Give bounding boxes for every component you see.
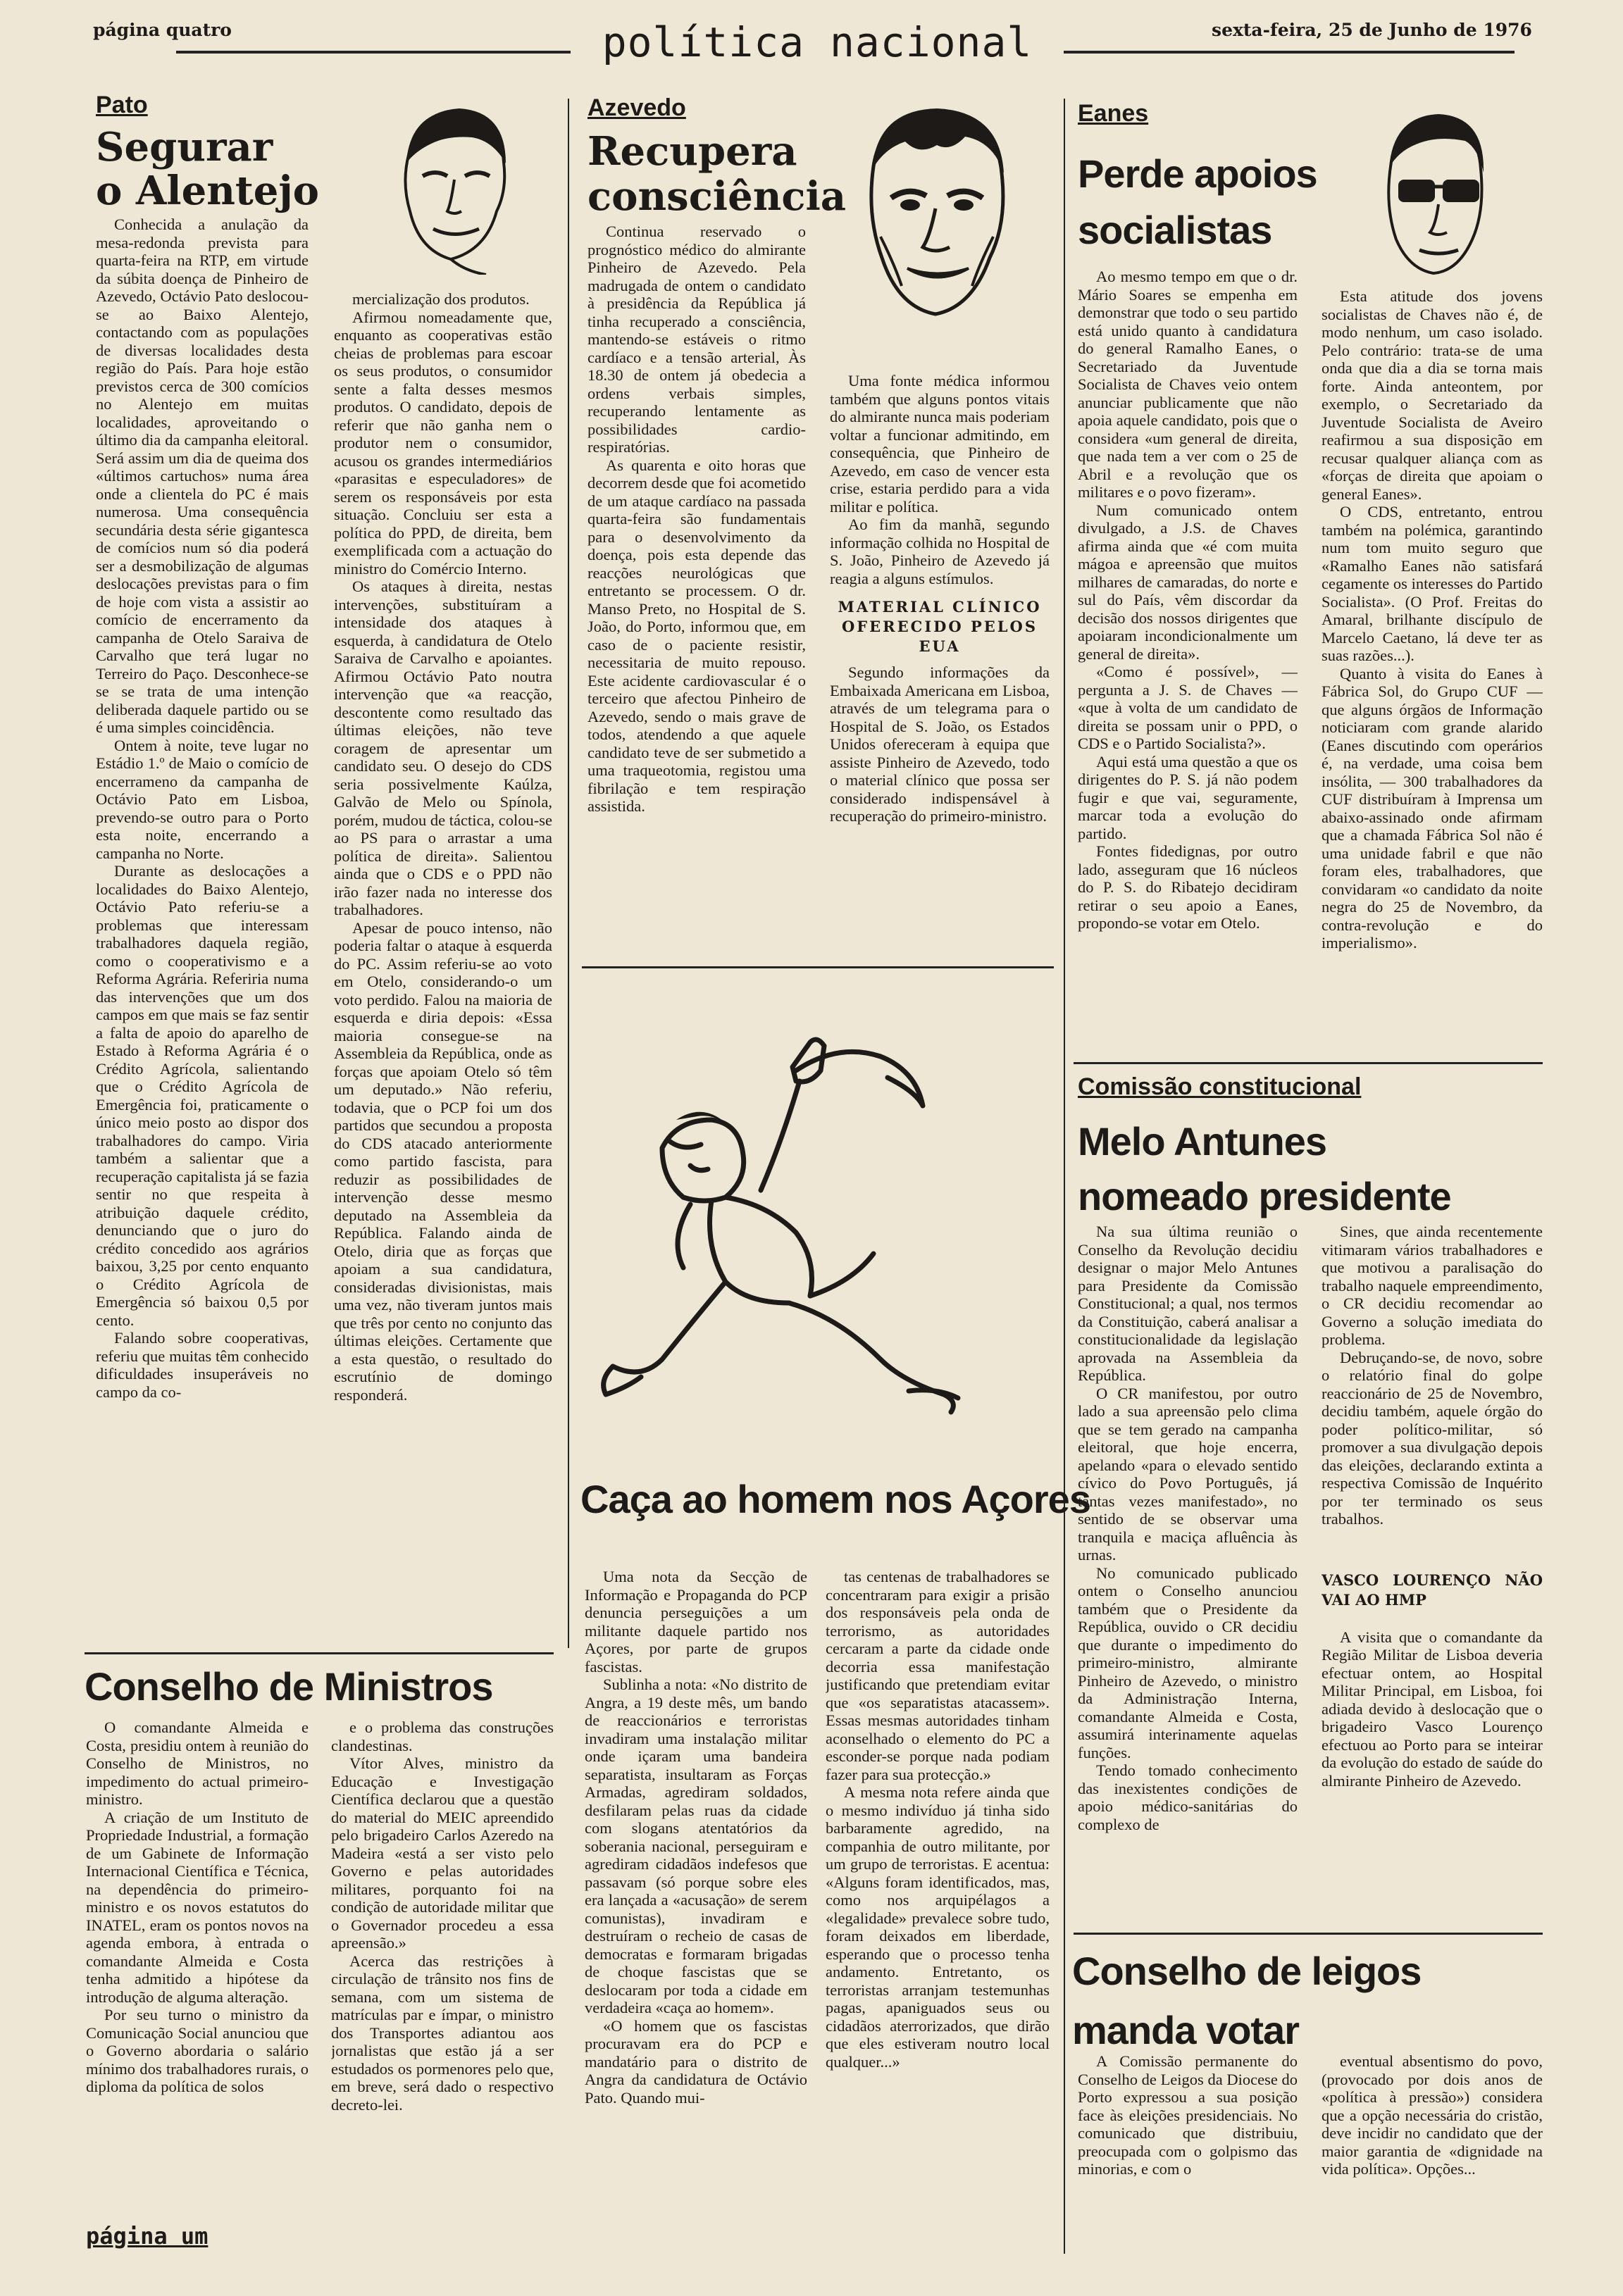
column-rule-1 <box>568 99 569 1648</box>
ministros-c1-p1: O comandante Almeida e Costa, presidiu ontem à reunião do Conselho de Ministros, no impedimento do actual primeiro-ministro. <box>86 1718 309 1808</box>
eanes-kicker: Eanes <box>1078 100 1149 127</box>
comissao-c2-p3: A visita que o comandante da Região Militar de Lisboa deveria efectuar ontem, ao Hospital Militar Principal, em Lisboa, foi adiada devido à deslocação que o brigadeiro Vasco Lourenço efectuou ao Porto para se inteirar da evolução do estado de saúde do almirante Pinheiro de Azevedo. <box>1322 1628 1543 1790</box>
running-man-cartoon-icon <box>585 1028 979 1437</box>
comissao-subhead: VASCO LOURENÇO NÃO VAI AO HMP <box>1322 1571 1543 1609</box>
azevedo-c1-p1: Continua reservado o prognóstico médico do almirante Pinheiro de Azevedo. Pela madrugada de ontem o candidato à presidência da República já tinha recuperado a consciência, mantendo-se estáveis o ritmo cardíaco e a tensão arterial, Às 18.30 de ontem já obedecia a ordens verbais simples, recuperando lentamente as possibilidades cardio-respiratórias. <box>587 223 806 456</box>
leigos-column-2 <box>1322 2052 1543 2235</box>
pato-column-2 <box>334 290 552 1641</box>
acores-headline: Caça ao homem nos Açores <box>580 1477 1090 1521</box>
pato-headline-1: Segurar <box>96 124 273 170</box>
comissao-headline-1: Melo Antunes <box>1078 1119 1327 1163</box>
azevedo-headline-2: consciência <box>587 173 847 220</box>
header-rule-left <box>176 51 571 54</box>
ministros-headline: Conselho de Ministros <box>85 1664 493 1709</box>
eanes-headline-2: socialistas <box>1078 208 1272 252</box>
pato-c1-p2: Ontem à noite, teve lugar no Estádio 1.º de Maio o comício de encerrameno da campanha de Octávio Pato em Lisboa, prevendo-se outro para o Porto esta noite, encerrando a campanha no Norte. <box>96 736 309 862</box>
leigos-headline-2: manda votar <box>1072 2008 1299 2052</box>
acores-column-1 <box>585 1568 807 2230</box>
ministros-top-rule <box>85 1652 554 1654</box>
footer-page-label: página um <box>86 2223 209 2250</box>
azevedo-column-1 <box>587 223 806 958</box>
comissao-column-2 <box>1322 1223 1543 1927</box>
pato-c1-p4: Falando sobre cooperativas, referiu que muitas têm conhecido dificuldades insuperáveis no campo da co- <box>96 1329 309 1401</box>
comissao-c1-p4: Tendo tomado conhecimento das inexistentes condições de apoio médico-sanitárias do complexo de <box>1078 1761 1298 1833</box>
portrait-eanes-icon <box>1360 106 1500 282</box>
comissao-c1-p1: Na sua última reunião o Conselho da Revolução decidiu designar o major Melo Antunes para Presidente da Comissão Constitucional; a qual, nos termos da Constituição, caberá analisar a constitucionalidade da legislação aprovada na Assembleia da República. <box>1078 1223 1298 1384</box>
ministros-c2-p2: Vítor Alves, ministro da Educação e Investigação Científica declarou que a questão do material do MEIC apreendido pelo brigadeiro Carlos Azeredo na Madeira «está a ser visto pelo Governo e pelas autoridades militares, porquanto foi na condição de autoridade militar que o Governador procedeu a essa apreensão.» <box>331 1754 554 1952</box>
eanes-c1-p4: Aqui está uma questão a que os dirigentes do P. S. já não podem fugir e que vai, seguramente, marcar toda a evolução do partido. <box>1078 752 1298 842</box>
pato-column-1 <box>96 216 309 1641</box>
comissao-column-1 <box>1078 1223 1298 1927</box>
eanes-c2-p3: Quanto à visita do Eanes à Fábrica Sol, do Grupo CUF — que alguns órgãos de Informação noticiaram com grande alarido (Eanes discutindo com operários é, na verdade, uma coisa bem insólita, — 300 trabalhadores da CUF distribuíram à Imprensa um abaixo-assinado onde afirmam que a chamada Fábrica Sol não é uma unidade fabril e que não foram eles, trabalhadores, que convidaram «o candidato da noite negra do 25 de Novembro, da contra-revolução e do imperialismo». <box>1322 664 1543 952</box>
leigos-headline-1: Conselho de leigos <box>1072 1949 1422 1993</box>
eanes-c1-p1: Ao mesmo tempo em que o dr. Mário Soares se empenha em demonstrar que todo o seu partido está unido quanto à candidatura do general Ramalho Eanes, o Secretariado da Juventude Socialista de Chaves veio ontem anunciar publicamente que não apoia aquele candidato, pois que o considera «um general de direita, que nada tem a ver com o 25 de Abril e a revolução que os militares e o povo fizeram». <box>1078 268 1298 501</box>
azevedo-c1-p2: As quarenta e oito horas que decorrem desde que foi acometido de um ataque cardíaco na passada quarta-feira são fundamentais para o desenvolvimento da doença, pois esta depende das reacções neurológicas que entretanto se processem. O dr. Manso Preto, no Hospital de S. João, do Porto, informou que, em caso de o paciente resistir, necessitaria de muito repouso. Este acidente cardiovascular é o terceiro que afectou Pinheiro de Azevedo, sendo o mais grave de todos, atendendo a que aquele candidato teve de ser submetido a uma traqueotomia, registou uma fibrilação e tem respiração assistida. <box>587 456 806 815</box>
eanes-c2-p1: Esta atitude dos jovens socialistas de Chaves não é, de modo nenhum, um caso isolado. Pelo contrário: trata-se de uma onda que dia a dia se torna mais forte. Ainda anteontem, por exemplo, o Secretariado da Juventude Socialista de Aveiro reafirmou a sua disposição em recusar qualquer aliança com as «forças de direita que apoiam o general Eanes». <box>1322 287 1543 503</box>
pato-c2-p2: Afirmou nomeadamente que, enquanto as cooperativas estão cheias de problemas para escoar os seus produtos, o consumidor sente a falta desses mesmos produtos. O candidato, depois de referir que não ganha nem o produtor nem o consumidor, acusou os grandes intermediários «parasitas e especuladores» de serem os responsáveis por esta situação. Concluiu ser esta a política do PPD, de direita, bem exemplificada com a actuação do ministro do Comércio Interno. <box>334 308 552 578</box>
leigos-c2-p1: eventual absentismo do povo, (provocado por dois anos de «política à pressão») considera que a opção necessária do cristão, deve incidir no candidato que der maior garantia de «dignidade na vida política». Opções... <box>1322 2052 1543 2178</box>
page-number-label: página quatro <box>93 20 232 40</box>
acores-column-2 <box>826 1568 1050 2230</box>
acores-c1-p1: Uma nota da Secção de Informação e Propaganda do PCP denuncia perseguições a um militante daquele partido nos Açores, por parte de grupos fascistas. <box>585 1568 807 1676</box>
ministros-c1-p2: A criação de um Instituto de Propriedade Industrial, a formação de um Gabinete de Informação Internacional Científica e Técnica, na dependência do primeiro-ministro e os novos estatutos do INATEL, eram os pontos novos na agenda embora, à entrada o comandante Almeida e Costa tenha admitido a hipótese da introdução de alguma alteração. <box>86 1808 309 2006</box>
ministros-column-2 <box>331 1718 554 2219</box>
pato-c2-p1: mercialização dos produtos. <box>352 290 530 308</box>
azevedo-column-2 <box>830 372 1050 958</box>
comissao-bottom-rule <box>1074 1933 1543 1935</box>
ministros-column-1 <box>86 1718 309 2219</box>
azevedo-kicker: Azevedo <box>587 94 686 121</box>
acores-c1-p3: «O homem que os fascistas procuravam era do PCP e mandatário para o distrito de Angra da candidatura de Octávio Pato. Quando mui- <box>585 2016 807 2107</box>
ministros-c2-p3: Acerca das restrições à circulação de trânsito nos fins de semana, com um sistema de matrículas par e ímpar, o ministro dos Transportes adiantou aos jornalistas que estão já a ser estudados os pormenores pelo que, em breve, será dado o respectivo decreto-lei. <box>331 1952 554 2114</box>
azevedo-c2-p3: Segundo informações da Embaixada Americana em Lisboa, através de um telegrama para o Hospital de S. João, os Estados Unidos ofereceram à equipa que assiste Pinheiro de Azevedo, todo o material clínico que possa ser considerado indispensável à recuperação do primeiro-ministro. <box>830 663 1050 825</box>
acores-c1-p2: Sublinha a nota: «No distrito de Angra, a 19 deste mês, um bando de reaccionários e terroristas invadiram uma instalação militar onde içaram uma bandeira separatista, insultaram as Forças Armadas, agrediram soldados, desfilaram pelas ruas da cidade com slogans atentatórios da soberania nacional, perseguiram e agrediram cidadãos indefesos que passavam (só porque sobre eles era lançada a «acusação» de serem comunistas), invadiram e destruíram o recheio de casas de democratas e formaram brigadas de choque fascistas que se deslocaram por toda a cidade em verdadeira «caça ao homem». <box>585 1676 807 2016</box>
comissao-headline-2: nomeado presidente <box>1078 1174 1451 1218</box>
pato-c1-p3: Durante as deslocações a localidades do Baixo Alentejo, Octávio Pato referiu-se a problemas que interessam trabalhadores daquela região, como o cooperativismo e a Reforma Agrária. Referiria numa das intervenções que um dos campos em que mais se faz sentir a falta de apoio do aparelho de Estado à Reforma Agrária é o Crédito Agrícola, salientando que o Crédito Agrícola de Emergência foi, praticamente o único meio posto ao dispor dos trabalhadores do campo. Viria também a salientar que a recuperação capitalista já se fazia sentir no que respeita à atribuição daquele crédito, denunciando que o juro do crédito concedido aos agrários baixou, 3,25 por cento enquanto o Crédito Agrícola de Emergência só baixou 0,5 por cento. <box>96 862 309 1329</box>
eanes-headline-1: Perde apoios <box>1078 151 1317 196</box>
leigos-column-1 <box>1078 2052 1298 2235</box>
eanes-c1-p2: Num comunicado ontem divulgado, a J.S. de Chaves afirma ainda que «é com muita mágoa e apreensão que muitos milhares de camaradas, do norte e sul do País, vêm discordar da decisão dos nossos dirigentes que apoiaram incondicionalmente um general de direita». <box>1078 501 1298 663</box>
eanes-c2-p2: O CDS, entretanto, entrou também na polémica, garantindo num tom muito seguro que «Ramalho Eanes não satisfará cegamente os interesses do Partido Socialista». (O Prof. Freitas do Amaral, brilhante discípulo de Marcelo Caetano, lá deve ter as suas razões...). <box>1322 503 1543 664</box>
eanes-column-1 <box>1078 268 1298 1051</box>
pato-c2-p4: Apesar de pouco intenso, não poderia faltar o ataque à esquerda do PC. Assim referiu-se ao voto em Otelo, considerando-o um voto perdido. Falou na maioria de esquerda e diria depois: «Essa maioria consegue-se na Assembleia da República, onde as forças que apoiam Otelo só têm um deputado.» Não referiu, todavia, que o PCP foi um dos partidos que secundou a proposta do CDS atacado anteriormente como partido fascista, para reduzir as possibilidades de intervenção desse mesmo deputado na Assembleia da República. Falando ainda de Otelo, diria que as forças que apoiam a sua candidatura, consideradas divisionistas, mais uma vez, não tiveram juntos mais que três por cento no conjunto das últimas eleições. Certamente que a esta questão, o resultado do escrutínio de domingo responderá. <box>334 918 552 1404</box>
portrait-pato-icon <box>380 99 521 275</box>
header-rule-right <box>1064 51 1515 54</box>
comissao-c1-p2: O CR manifestou, por outro lado a sua apreensão pelo clima que se tem gerado na campanha eleitoral, que hoje encerra, apelando «para o elevado sentido cívico do Povo Português, já tantas vezes manifestado», no sentido de se observar uma tranquila e maciça afluência às urnas. <box>1078 1384 1298 1564</box>
comissao-c1-p3: No comunicado publicado ontem o Conselho anunciou também que o Presidente da República, ouvido o CR decidiu que durante o impedimento do primeiro-ministro, almirante Pinheiro de Azevedo, o ministro da Administração Interna, comandante Almeida e Costa, assumirá interinamente aquelas funções. <box>1078 1564 1298 1761</box>
azevedo-c2-p2: Ao fim da manhã, segundo informação colhida no Hospital de S. João, Pinheiro de Azevedo já reagia a alguns estímulos. <box>830 516 1050 587</box>
eanes-column-2 <box>1322 287 1543 1051</box>
leigos-c1-p1: A Comissão permanente do Conselho de Leigos da Diocese do Porto expressou a sua posição face às eleições presidenciais. No comunicado que distribuiu, preocupada com o golpismo das minorias, e com o <box>1078 2052 1298 2178</box>
eanes-c1-p5: Fontes fidedignas, por outro lado, asseguram que 16 núcleos do P. S. do Ribatejo decidiram retirar o seu apoio a Eanes, propondo-se votar em Otelo. <box>1078 842 1298 932</box>
eanes-bottom-rule <box>1074 1062 1543 1064</box>
azevedo-c2-p1: Uma fonte médica informou também que alguns pontos vitais do almirante nunca mais poderiam voltar a funcionar admitindo, em consequência, que Pinheiro de Azevedo, em caso de vencer esta crise, estaria perdido para a vida militar e política. <box>830 372 1050 516</box>
column-rule-2 <box>1064 99 1065 2254</box>
azevedo-bottom-rule <box>582 966 1054 968</box>
ministros-c1-p3: Por seu turno o ministro da Comunicação Social anunciou que o Governo abordaria o salário mínimo dos trabalhadores rurais, o diploma da política de solos <box>86 2006 309 2095</box>
ministros-c2-p1: e o problema das construções clandestinas. <box>331 1718 554 1754</box>
section-title: política nacional <box>602 18 1033 66</box>
eanes-c1-p3: «Como é possível», — pergunta a J. S. de Chaves — «que à volta de um candidato de direita se possam unir o PPD, o CDS e o Partido Socialista?». <box>1078 663 1298 752</box>
comissao-c2-p2: Debruçando-se, de novo, sobre o relatório final do golpe reaccionário de 25 de Novembro, decidiu também, aquele órgão do poder político-militar, só promover a sua divulgação depois das eleições, declarando extinta a respectiva Comissão de Inquérito por ter terminado os seus trabalhos. <box>1322 1348 1543 1528</box>
pato-kicker: Pato <box>96 92 148 118</box>
pato-c1-p1: Conhecida a anulação da mesa-redonda prevista para quarta-feira na RTP, em virtude da súbita doença de Pinheiro de Azevedo, Octávio Pato deslocou-se ao Baixo Alentejo, contactando com as populações de diversas localidades desta região do País. Para hoje estão previstos cerca de 300 comícios no Alentejo em muitas localidades, aproveitando o último dia da campanha eleitoral. Será assim um dia de queima dos «últimos cartuchos» numa área onde a clientela do PC é mais numerosa. Uma consequência secundária desta série gigantesca de comícios num só dia poderá ser a desmobilização de algumas deslocações previstas para o fim de hoje com vista a assistir ao comício de encerramento da campanha de Otelo Saraiva de Carvalho que terá lugar no Terreiro do Paço. Desconhece-se se se trata de uma intenção deliberada daquele partido ou se é uma simples coincidência. <box>96 216 309 736</box>
acores-c2-p2: A mesma nota refere ainda que o mesmo indivíduo já tinha sido barbaramente agredido, na companhia de outro militante, por um grupo de terroristas. E acentua: «Alguns foram identificados, mas, como nos arquipélagos a «legalidade» prevalece sobre tudo, foram deixados em liberdade, esperando que o processo tenha andamento. Entretanto, os terroristas arranjam testemunhas pagas, apaniguados seus ou cidadãos aterrorizados, que dirão que eles estiveram noutro local qualquer...» <box>826 1783 1050 2071</box>
portrait-azevedo-icon <box>852 103 1021 328</box>
issue-date: sexta-feira, 25 de Junho de 1976 <box>1212 20 1532 40</box>
comissao-kicker: Comissão constitucional <box>1078 1073 1362 1100</box>
acores-c2-p1: tas centenas de trabalhadores se concentraram para exigir a prisão dos responsáveis pela onda de terrorismo, as autoridades cercaram a parte da cidade onde decorria essa manifestação justificando que pretendiam evitar que «os separatistas atacassem». Essas mesmas autoridades tinham aconselhado o elemento do PC a esconder-se porque nada podiam fazer para sua protecção.» <box>826 1568 1050 1783</box>
azevedo-subhead: MATERIAL CLÍNICO OFERECIDO PELOS EUA <box>838 598 1042 655</box>
pato-headline-2: o Alentejo <box>96 168 320 214</box>
azevedo-headline-1: Recupera <box>587 128 797 175</box>
comissao-c2-p1: Sines, que ainda recentemente vitimaram vários trabalhadores e que motivou a paralisação do trabalho naquele empreendimento, o CR decidiu recomendar ao Governo a solução imediata do problema. <box>1322 1223 1543 1348</box>
pato-c2-p3: Os ataques à direita, nestas intervenções, substituíram a intensidade dos ataques à esquerda, à candidatura de Otelo Saraiva de Carvalho e apoiantes. Afirmou Octávio Pato noutra intervenção que «a reacção, descontente como resultado das últimas eleições, não teve coragem de apresentar um candidato seu. O desejo do CDS seria possivelmente Kaúlza, Galvão de Melo ou Spínola, porém, mudou de táctica, colou-se ao PS para o arrastar a uma política de direita». Salientou ainda que o CDS e o PPD não irão fazer nada no interesse dos trabalhadores. <box>334 578 552 918</box>
